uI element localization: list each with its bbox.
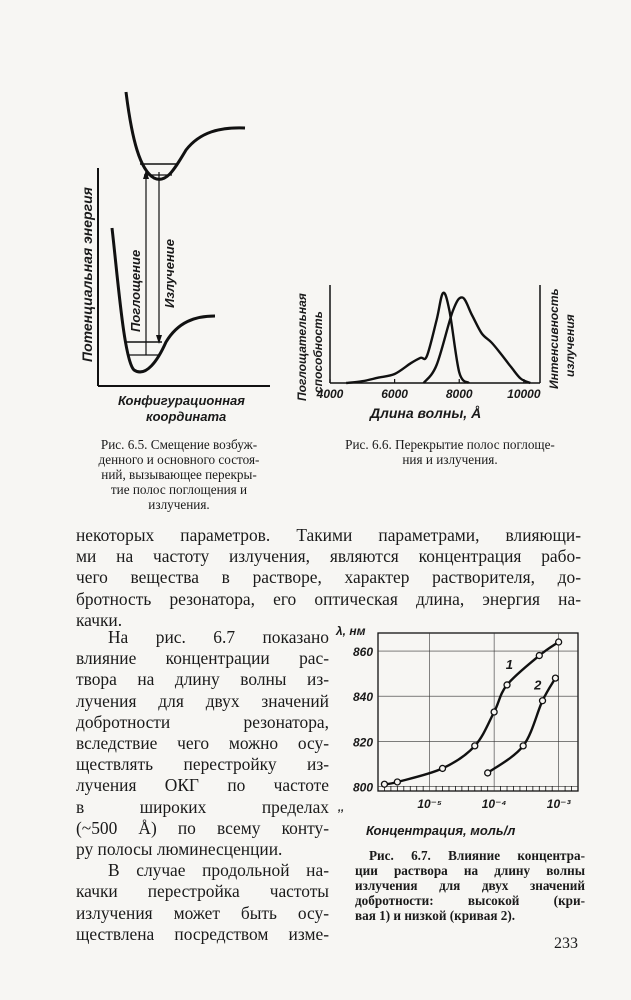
x-tick-label: 10000 bbox=[507, 387, 541, 401]
curve-2-point bbox=[485, 770, 491, 776]
text-line: В случае продольной на- bbox=[108, 860, 329, 881]
right-label-1: Интенсивность bbox=[547, 288, 561, 389]
text-line: добротности резонатора, bbox=[76, 711, 329, 732]
text-line: На рис. 6.7 показано bbox=[108, 627, 329, 647]
text-line: качки. bbox=[76, 609, 123, 630]
curve-1-point bbox=[536, 653, 542, 659]
x-axis-label-1: Конфигурационная bbox=[118, 393, 245, 408]
x-axis-label-2: координата bbox=[146, 409, 227, 424]
curve-1-line bbox=[385, 642, 559, 784]
curve-1-point bbox=[504, 682, 510, 688]
y-tick-label: 840 bbox=[352, 690, 373, 705]
curve-2-point bbox=[520, 743, 526, 749]
caption-fig-6-5 bbox=[73, 437, 285, 512]
text-line: некоторых параметров. Такими параметрами, влияющи- bbox=[76, 525, 581, 545]
caption-line: излучения для двух значений bbox=[355, 878, 585, 893]
y-tick-label: 820 bbox=[352, 735, 373, 750]
text-line: бротность резонатора, его оптическая длина, энергия на- bbox=[76, 588, 581, 609]
left-label-1: Поглощательная bbox=[295, 293, 309, 401]
page-number: 233 bbox=[554, 935, 578, 952]
x-tick-label: 4000 bbox=[316, 387, 344, 401]
left-label-2: способность bbox=[311, 311, 325, 393]
y-axis-label: Потенциальная энергия bbox=[79, 187, 95, 362]
text-line: (~500 Å) по всему конту- bbox=[76, 817, 329, 838]
figure-6-6 bbox=[290, 265, 590, 430]
x-tick-label: 10⁻³ bbox=[546, 797, 571, 811]
x-tick-label: 10⁻⁴ bbox=[481, 797, 507, 811]
figure-6-7 bbox=[330, 615, 600, 845]
absorption-band-line bbox=[346, 293, 469, 383]
x-axis-title: Концентрация, моль/л bbox=[366, 823, 516, 838]
text-line: излучения может быть осу- bbox=[76, 902, 329, 923]
text-line: ми на частоту излучения, являются концентрация рабо- bbox=[76, 546, 581, 567]
caption-line: вая 1) и низкой (кривая 2). bbox=[355, 908, 516, 923]
x-tick-label: 10⁻⁵ bbox=[417, 797, 442, 811]
caption-fig-6-7 bbox=[355, 848, 585, 923]
caption-line: тие полос поглощения и bbox=[110, 482, 248, 497]
caption-line: ния и излучения. bbox=[402, 452, 498, 467]
curve-1-point bbox=[381, 781, 387, 787]
stray-mark: ,, bbox=[338, 802, 345, 814]
text-line: ществлена посредством изме- bbox=[76, 923, 329, 944]
text-line: лучения ОКГ по частоте bbox=[76, 775, 329, 796]
curve-1-point bbox=[394, 779, 400, 785]
x-tick-label: 8000 bbox=[445, 387, 473, 401]
arrow-down-label: Излучение bbox=[162, 239, 177, 308]
caption-line: денного и основного состоя- bbox=[98, 452, 260, 467]
caption-line: ции раствора на длину волны bbox=[355, 863, 585, 878]
x-tick-label: 6000 bbox=[381, 387, 408, 401]
caption-line: ний, вызывающее перекры- bbox=[101, 467, 257, 482]
text-line: твора на длину волны из- bbox=[76, 669, 329, 690]
curve-1-point bbox=[440, 765, 446, 771]
curve-2-point bbox=[540, 698, 546, 704]
figure-6-5 bbox=[70, 80, 285, 440]
caption-line: Рис. 6.5. Смещение возбуж- bbox=[100, 437, 258, 452]
y-unit-label: λ, нм bbox=[336, 624, 366, 638]
caption-line: излучения. bbox=[148, 497, 210, 512]
body-paragraph-2 bbox=[76, 627, 329, 945]
caption-line: Рис. 6.6. Перекрытие полос поглоще- bbox=[345, 437, 555, 452]
curve-2-line bbox=[488, 678, 556, 773]
curve-1-label: 1 bbox=[505, 657, 513, 673]
curve-2-label: 2 bbox=[534, 677, 542, 693]
text-line: вследствие чего можно осу- bbox=[76, 733, 329, 754]
x-axis-title: Длина волны, Å bbox=[370, 405, 482, 421]
text-line: чего вещества в растворе, характер растворителя, до- bbox=[76, 567, 581, 588]
text-line: ществлять перестройку из- bbox=[76, 754, 329, 775]
right-label-2: излучения bbox=[563, 314, 577, 377]
caption-line: Рис. 6.7. Влияние концентра- bbox=[369, 848, 585, 863]
curve-2-point bbox=[552, 675, 558, 681]
caption-line: добротности: высокой (кри- bbox=[355, 893, 585, 908]
curve-1-point bbox=[556, 639, 562, 645]
curve-1-point bbox=[472, 743, 478, 749]
text-line: в широких пределах bbox=[76, 796, 329, 817]
text-line: лучения для двух значений bbox=[76, 690, 329, 711]
arrow-up-label: Поглощение bbox=[128, 249, 143, 332]
text-line: влияние концентрации рас- bbox=[76, 648, 329, 669]
excited-state-curve bbox=[126, 92, 245, 179]
plot-frame bbox=[378, 633, 578, 791]
y-tick-label: 800 bbox=[352, 780, 373, 795]
curve-1-point bbox=[491, 709, 497, 715]
y-tick-label: 860 bbox=[352, 645, 373, 660]
text-line: ру полосы люминесценции. bbox=[76, 839, 283, 860]
text-line: качки перестройка частоты bbox=[76, 881, 329, 902]
caption-fig-6-6 bbox=[305, 437, 595, 467]
